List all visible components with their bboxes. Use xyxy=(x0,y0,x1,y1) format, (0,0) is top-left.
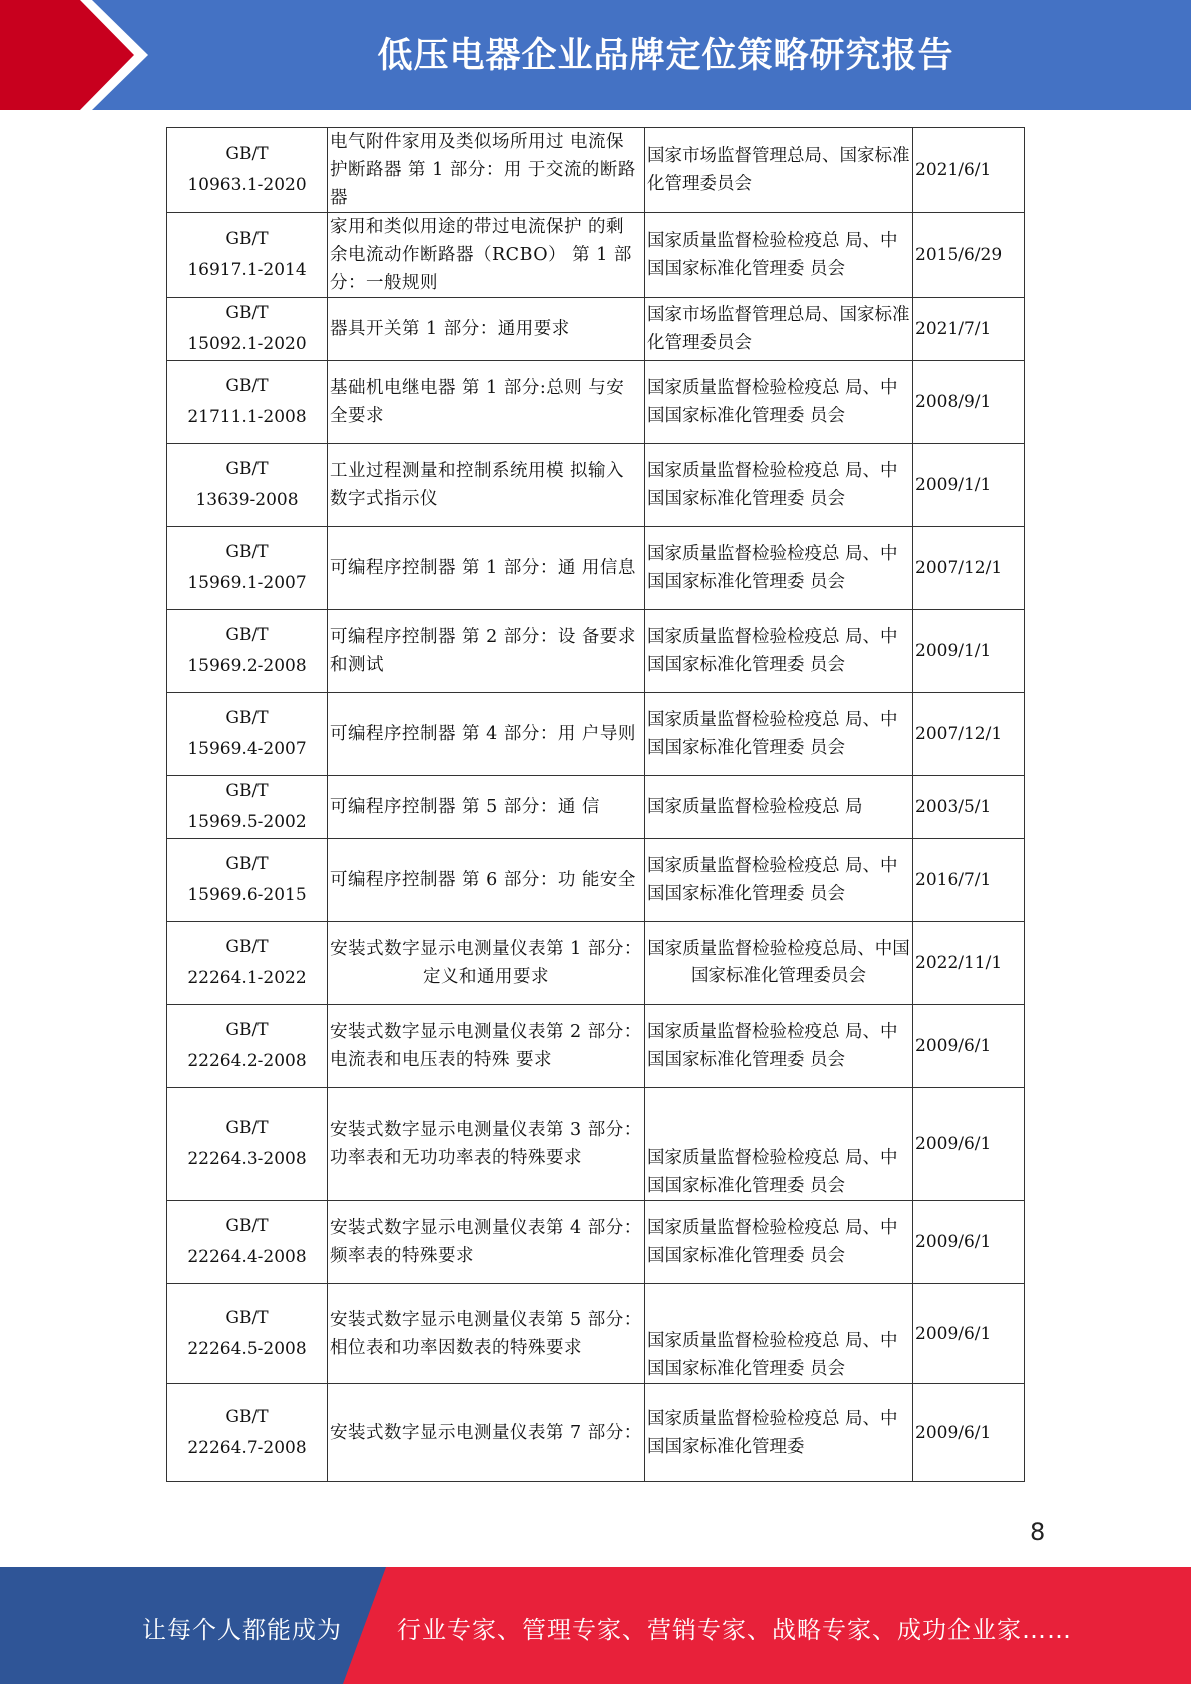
issuing-org: 国家市场监督管理总局、国家标准化管理委员会 xyxy=(645,128,913,213)
table-row xyxy=(167,444,1025,527)
issuing-org: 国家质量监督检验检疫总 局 xyxy=(645,776,913,839)
table-row xyxy=(167,361,1025,444)
table-row xyxy=(167,693,1025,776)
table-row xyxy=(167,128,1025,213)
standard-name: 可编程序控制器 第 1 部分：通 用信息 xyxy=(328,527,645,610)
issuing-org: 国家质量监督检验检疫总 局、中国国家标准化管理委 员会 xyxy=(645,1284,913,1384)
standard-name: 工业过程测量和控制系统用模 拟输入数字式指示仪 xyxy=(328,444,645,527)
effective-date: 2009/6/1 xyxy=(913,1005,1025,1088)
standard-name: 电气附件家用及类似场所用过 电流保护断路器 第 1 部分：用 于交流的断路器 xyxy=(328,128,645,213)
header-banner xyxy=(0,0,1191,110)
issuing-org: 国家市场监督管理总局、国家标准化管理委员会 xyxy=(645,298,913,361)
standard-name: 安装式数字显示电测量仪表第 5 部分：相位表和功率因数表的特殊要求 xyxy=(328,1284,645,1384)
standard-code: GB/T 22264.3-2008 xyxy=(167,1088,328,1201)
standard-code: GB/T 15969.2-2008 xyxy=(167,610,328,693)
effective-date: 2009/6/1 xyxy=(913,1384,1025,1482)
issuing-org: 国家质量监督检验检疫总 局、中国国家标准化管理委 员会 xyxy=(645,610,913,693)
table-row xyxy=(167,1284,1025,1384)
footer-slogan-right: 行业专家、管理专家、营销专家、战略专家、成功企业家…… xyxy=(397,1616,1072,1644)
standard-name: 安装式数字显示电测量仪表第 2 部分：电流表和电压表的特殊 要求 xyxy=(328,1005,645,1088)
effective-date: 2009/1/1 xyxy=(913,610,1025,693)
effective-date: 2007/12/1 xyxy=(913,527,1025,610)
standard-name: 器具开关第 1 部分：通用要求 xyxy=(328,298,645,361)
table-row xyxy=(167,1088,1025,1201)
standard-name: 安装式数字显示电测量仪表第 4 部分：频率表的特殊要求 xyxy=(328,1201,645,1284)
standard-code: GB/T 10963.1-2020 xyxy=(167,128,328,213)
table-row xyxy=(167,922,1025,1005)
issuing-org: 国家质量监督检验检疫总局、中国国家标准化管理委员会 xyxy=(645,922,913,1005)
standard-code: GB/T 21711.1-2008 xyxy=(167,361,328,444)
standard-code: GB/T 15969.1-2007 xyxy=(167,527,328,610)
standard-name: 安装式数字显示电测量仪表第 1 部分：定义和通用要求 xyxy=(328,922,645,1005)
standard-name: 安装式数字显示电测量仪表第 3 部分：功率表和无功功率表的特殊要求 xyxy=(328,1088,645,1201)
issuing-org: 国家质量监督检验检疫总 局、中国国家标准化管理委 员会 xyxy=(645,1005,913,1088)
issuing-org: 国家质量监督检验检疫总 局、中国国家标准化管理委 员会 xyxy=(645,361,913,444)
issuing-org: 国家质量监督检验检疫总 局、中国国家标准化管理委 xyxy=(645,1384,913,1482)
standard-name: 安装式数字显示电测量仪表第 7 部分： xyxy=(328,1384,645,1482)
standard-code: GB/T 15969.6-2015 xyxy=(167,839,328,922)
standards-table xyxy=(166,127,1025,1482)
footer-banner xyxy=(0,1567,1191,1684)
table-row xyxy=(167,1005,1025,1088)
effective-date: 2016/7/1 xyxy=(913,839,1025,922)
issuing-org: 国家质量监督检验检疫总 局、中国国家标准化管理委 员会 xyxy=(645,444,913,527)
standard-code: GB/T 22264.1-2022 xyxy=(167,922,328,1005)
issuing-org: 国家质量监督检验检疫总 局、中国国家标准化管理委 员会 xyxy=(645,1088,913,1201)
effective-date: 2015/6/29 xyxy=(913,213,1025,298)
standard-code: GB/T 15969.5-2002 xyxy=(167,776,328,839)
issuing-org: 国家质量监督检验检疫总 局、中国国家标准化管理委 员会 xyxy=(645,1201,913,1284)
table-row xyxy=(167,298,1025,361)
standard-code: GB/T 22264.5-2008 xyxy=(167,1284,328,1384)
effective-date: 2009/6/1 xyxy=(913,1088,1025,1201)
effective-date: 2009/6/1 xyxy=(913,1201,1025,1284)
issuing-org: 国家质量监督检验检疫总 局、中国国家标准化管理委 员会 xyxy=(645,693,913,776)
standard-name: 家用和类似用途的带过电流保护 的剩余电流动作断路器（RCBO） 第 1 部分：一般规则 xyxy=(328,213,645,298)
standard-name: 可编程序控制器 第 5 部分：通 信 xyxy=(328,776,645,839)
standard-code: GB/T 22264.4-2008 xyxy=(167,1201,328,1284)
effective-date: 2007/12/1 xyxy=(913,693,1025,776)
table-row xyxy=(167,1384,1025,1482)
table-row xyxy=(167,839,1025,922)
table-row xyxy=(167,610,1025,693)
standard-name: 可编程序控制器 第 6 部分：功 能安全 xyxy=(328,839,645,922)
standard-code: GB/T 22264.2-2008 xyxy=(167,1005,328,1088)
effective-date: 2021/6/1 xyxy=(913,128,1025,213)
effective-date: 2003/5/1 xyxy=(913,776,1025,839)
issuing-org: 国家质量监督检验检疫总 局、中国国家标准化管理委 员会 xyxy=(645,213,913,298)
effective-date: 2009/6/1 xyxy=(913,1284,1025,1384)
standard-code: GB/T 15969.4-2007 xyxy=(167,693,328,776)
footer-slogan-left: 让每个人都能成为 xyxy=(142,1616,342,1644)
table-row xyxy=(167,776,1025,839)
issuing-org: 国家质量监督检验检疫总 局、中国国家标准化管理委 员会 xyxy=(645,527,913,610)
issuing-org: 国家质量监督检验检疫总 局、中国国家标准化管理委 员会 xyxy=(645,839,913,922)
header-arrow-decoration xyxy=(0,0,150,110)
standard-name: 可编程序控制器 第 2 部分：设 备要求和测试 xyxy=(328,610,645,693)
page-number: 8 xyxy=(1030,1518,1046,1546)
standard-name: 基础机电继电器 第 1 部分:总则 与安全要求 xyxy=(328,361,645,444)
table-row xyxy=(167,527,1025,610)
effective-date: 2021/7/1 xyxy=(913,298,1025,361)
table-row xyxy=(167,1201,1025,1284)
standard-code: GB/T 15092.1-2020 xyxy=(167,298,328,361)
table-row xyxy=(167,213,1025,298)
effective-date: 2009/1/1 xyxy=(913,444,1025,527)
standard-code: GB/T 13639-2008 xyxy=(167,444,328,527)
standard-name: 可编程序控制器 第 4 部分：用 户导则 xyxy=(328,693,645,776)
standard-code: GB/T 22264.7-2008 xyxy=(167,1384,328,1482)
effective-date: 2008/9/1 xyxy=(913,361,1025,444)
standards-table-container xyxy=(166,127,1024,1482)
effective-date: 2022/11/1 xyxy=(913,922,1025,1005)
standard-code: GB/T 16917.1-2014 xyxy=(167,213,328,298)
report-title: 低压电器企业品牌定位策略研究报告 xyxy=(377,36,954,76)
